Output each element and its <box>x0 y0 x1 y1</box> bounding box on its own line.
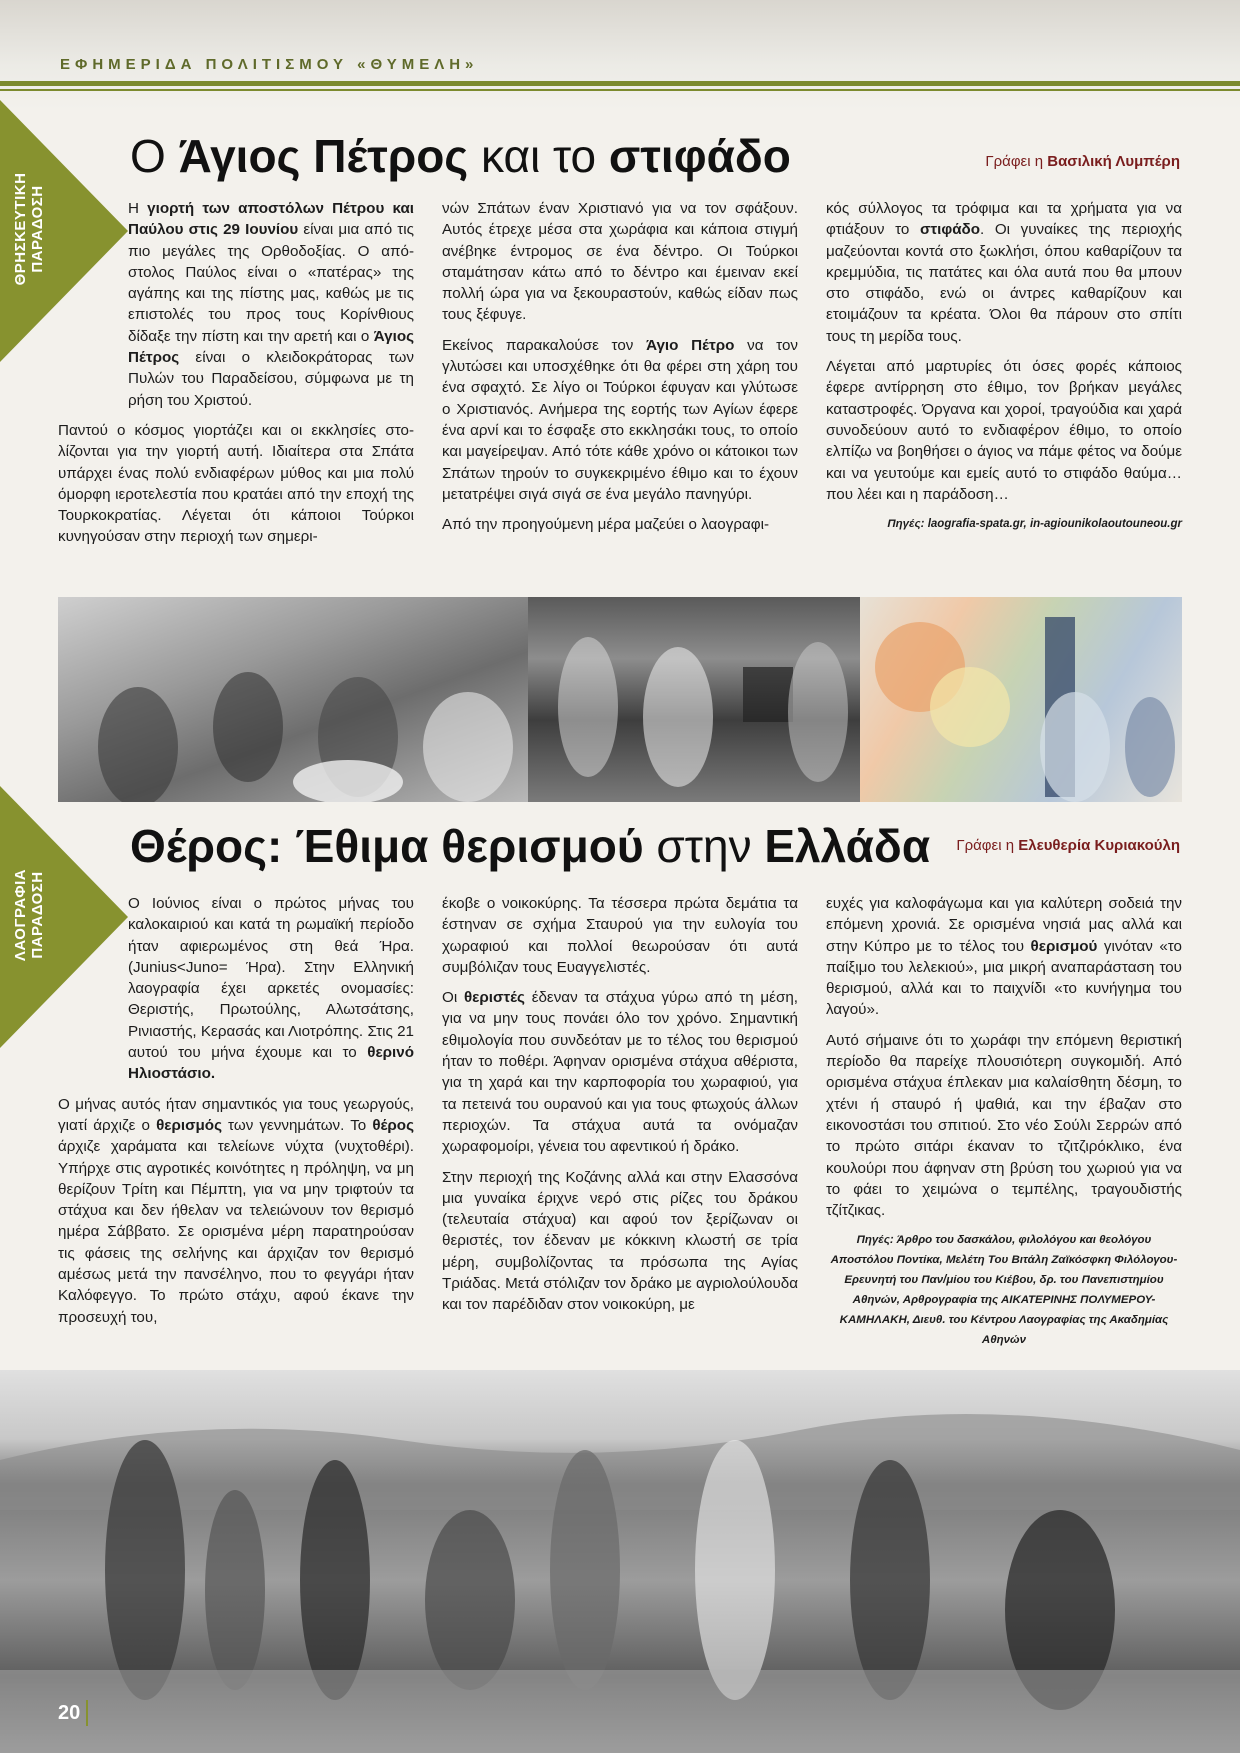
masthead: ΕΦΗΜΕΡΙΔΑ ΠΟΛΙΤΙΣΜΟΥ «ΘΥΜΕΛΗ» <box>60 56 479 73</box>
photo-women-preparing <box>58 597 528 802</box>
sources-note: Πηγές: laografia-spata.gr, in-agiounikolaoutouneou.gr <box>887 518 1182 531</box>
byline: Γράφει η Ελευθερία Κυριακούλη <box>956 837 1180 854</box>
article-column-3: ευχές για καλοφάγωμα και για καλύτερη σοδειά την επόμενη χρονιά. Σε ορισμένα νησιά μας αλλά και στην Κύπρο με το τέλος του θερισμού γινόταν «το παίξιμο του λελεκιού», μια μικρή αναπαράσταση του θερισμού, αλλά και το παιχνίδι «το κυνήγημα του λαγού». Αυτό σήμαινε ότι το χωράφι την επόμενη θεριστική περίοδο θα παρείχε πλουσιότερη συγκομιδή. Από ορισμένα στάχυα έπλεκαν μια καλαίσθητη δέσμη, το χτένι ή σταυρό ή ψαθιά, και την έβαζαν στο εικονοστάσι του σπιτιού. Στο νέο Σούλι Σερρών από το πρώτο σιτάρι έκαναν το τζιτζιρόκλικο, ένα κουλούρι που άφηναν στη βρύση του χωριού για να το φάει το χειμώνα ο τεμπέλης, τραγουδιστής τζίτζικας. Πηγές: Άρθρο του δασκάλου, φιλολόγου και θεολόγου Αποστόλου Ποντίκα, Μελέτη Του Βιτάλη Ζαϊκόσφκη Φιλόλογου-Ερευνητή του Παν/μίου του Κιέβου, δρ. του Πανεπιστημίου Αθηνών, Αρθρογραφία της ΑΙΚΑΤΕΡΙΝΗΣ ΠΟΛΥΜΕΡΟΥ- ΚΑΜΗΛΑΚΗ, Διευθ. του Κέντρου Λαογραφίας της Ακαδημίας Αθηνών <box>826 893 1182 1359</box>
article-column-1: Ο Ιούνιος είναι ο πρώτος μήνας του καλοκαιριού και κατά τη ρωμαϊκή περίοδο ήταν αφιερωμένος στη θεά Ήρα. (Junius<Juno= Ήρα). Στην Ελληνική λαογραφία έχει αρκετές ονομασίες: Θεριστής, Πρωτούλης, Αλωτσάτσης, Ρινιαστής, Κερασάς και Λιοτρόπης. Στις 21 αυτού του μήνα έχουμε και το θερινό Ηλιοστάσιο. Ο μήνας αυτός ήταν σημαντικός για τους γεωργούς, γιατί άρχιζε ο θερισμός των γεννημάτων. Το θέρος άρχιζε χαράματα και τελείωνε νύχτα (νυχτοθέρι). Υπήρχε στις αγροτικές κοινότητες η πρόληψη, να μη θερίζουν Τρίτη και Πέμπτη, για να μην τριφτούν τα στάχυα και δεν ήθελαν να τελειώνουν τον θερισμό ημέρα Σάββατο. Σε ορισμένα μέρη παρατηρούσαν τις φάσεις της σελήνης και άρχιζαν τον θερισμό αμέσως μετά την πανσέληνο, που το φεγγάρι ήταν Καλόφεγγο. Το πρώτο στάχυ, αφού έκανε την προσευχή του, <box>58 895 414 1326</box>
byline: Γράφει η Βασιλική Λυμπέρη <box>985 153 1180 170</box>
article-column-2: έκοβε ο νοικοκύρης. Τα τέσσερα πρώτα δεμάτια τα έστηναν σε σχήμα Σταυρού για την ευλογία του χωραφιού και πολλοί θεωρούσαν ότι αυτά συμβόλιζαν τους Ευαγγελιστές. Οι θεριστές έδεναν τα στάχυα γύρω από τη μέση, για να μην τους πονάει όλο τον χρόνο. Σημαντική εθιμολογία που συνδεόταν με το τέλος του θερισμού ήταν το ποθέρι. Άφηναν ορισμένα στάχυα αθέριστα, για τη χαρά και την καρποφορία του χωραφιού, για τα πετεινά του ουρανού και για τους φτωχούς άλλων περιοχών. Τα στάχυα αυτά τα ονόμαζαν χωραφομοίρι, γένεια του αφεντικού ή δράκο. Στην περιοχή της Κοζάνης αλλά και στην Ελασσόνα μια γυναίκα έριχνε νερό στις ρίζες του δράκου (τελευταία στάχυα) και αφού τον ξερίζωναν οι θεριστές, τον έδεναν με κόκκινη κλωστή σε τρία μέρη, συμβολίζοντας τα πρόσωπα της Αγίας Τριάδας. Μετά στόλιζαν τον δράκο με αγριολούλουδα και τον παρέδιδαν στον νοικοκύρη, με <box>442 895 798 1314</box>
article-title: Ο Άγιος Πέτρος και το στιφάδο <box>130 130 791 182</box>
header-rule <box>0 81 1240 86</box>
page-number: 20 <box>58 1702 81 1724</box>
article-column-2: νών Σπάτων έναν Χριστιανό για να τον σφάξουν. Αυτός έτρεχε μέσα στα χωράφια και κάποια στιγμή ανέβηκε έντρομος σε ένα δέντρο. Οι Τούρκοι σταμάτησαν κάτω από το δέντρο και έμειναν εκεί πολλή ώρα για να ξεκουραστούν, καθώς είδαν πως τους ξέφυγε. Εκείνος παρακαλούσε τον Άγιο Πέτρο να τον γλυτώσει και υποσχέθηκε ότι θα φέρει στη χάρη του ένα σφαχτό. Σε λίγο οι Τούρκοι έφυγαν και γλύτωσε ο Χριστιανός. Ανήμερα της εορτής των Αγίων έφερε ένα αρνί και το έσφαξε στο εκκλησάκι τους, το οποίο και μαγείρεψαν. Από τότε κάθε χρόνο οι κάτοικοι των Σπάτων τηρούν το συγκεκριμένο έθιμο και το έχουν μετατρέψει σιγά σιγά σε ένα μεγάλο πανηγύρι. Από την προηγούμενη μέρα μαζεύει ο λαογραφι- <box>442 200 799 534</box>
photo-church-flowers <box>860 597 1182 802</box>
section-label-religious: ΘΡΗΣΚΕΥΤΙΚΗ ΠΑΡΑΔΟΣΗ <box>12 172 46 286</box>
header-rule-thin <box>0 89 1240 91</box>
photo-musicians <box>528 597 860 802</box>
header-background <box>0 0 1240 110</box>
article-column-1: Η γιορτή των αποστόλων Πέτρου και Παύλου στις 29 Ιουνίου είναι μια από τις πιο μεγάλες της Ορθοδοξίας. Ο απόστολος Παύλος είναι ο «πατέρας» της αγάπης και της πίστης μας, καθώς με τις επιστολές του προς τους Κορίνθιους δίδαξε την πίστη και την αρετή και ο Άγιος Πέτρος είναι ο κλειδοκράτορας των Πυλών του Παραδείσου, σύμφωνα με τη ρήση του Χριστού. Παντού ο κόσμος γιορτάζει και οι εκκλησίες στολίζονται για την γιορτή αυτή. Ιδιαίτερα στα Σπάτα υπάρχει ένας πολύ ενδιαφέρων μύθος και μια πολύ όμορφη ιεροτελεστία που κρατάει από την εποχή της Τουρκοκρατίας. Λέγεται ότι κάποιοι Τούρκοι κυνηγούσαν στην περιοχή των σημερι- <box>58 200 415 546</box>
article-column-3: κός σύλλογος τα τρόφιμα και τα χρήματα για να φτιάξουν το στιφάδο. Οι γυναίκες της περιοχής μαζεύονται κοντά στο ξωκλήσι, όπου καθαρίζουν τα κρεμμύδια, τις πατάτες και όλα αυτά που θα μπουν στο στιφάδο, ενώ οι άντρες καθαρίζουν και ετοιμάζουν τα κρέατα. Όλοι θα πάρουν στο σπίτι τους τη μερίδα τους. Λέγεται από μαρτυρίες ότι όσες φορές κάποιος έφερε αντίρρηση στο έθιμο, τον βρήκαν μεγάλες καταστροφές. Όργανα και χοροί, τραγούδια και χαρά συνοδεύουν αυτό το ενδιαφέρον έθιμο, το οποίο ελπίζω να βοηθήσει ο άγιος να πάμε φέτος να δούμε και να γευτούμε και εμείς αυτό το στιφάδο θαύμα… που λέει και η παράδοση… Πηγές: laografia-spata.gr, in-agiounikolaoutouneou.gr <box>826 198 1182 543</box>
page-number-bar <box>86 1700 88 1726</box>
sources-note: Πηγές: Άρθρο του δασκάλου, φιλολόγου και θεολόγου Αποστόλου Ποντίκα, Μελέτη Του Βιτάλη Ζαϊκόσφκη Φιλόλογου-Ερευνητή του Παν/μίου του Κιέβου, δρ. του Πανεπιστημίου Αθηνών, Αρθρογραφία της ΑΙΚΑΤΕΡΙΝΗΣ ΠΟΛΥΜΕΡΟΥ- ΚΑΜΗΛΑΚΗ, Διευθ. του Κέντρου Λαογραφίας της Ακαδημίας Αθηνών <box>830 1234 1178 1347</box>
section-label-folklore: ΛΑΟΓΡΑΦΙΑ ΠΑΡΑΔΟΣΗ <box>12 868 46 962</box>
article-title: Θέρος: Έθιμα θερισμού στην Ελλάδα <box>130 820 931 872</box>
photo-harvesters <box>0 1370 1240 1753</box>
